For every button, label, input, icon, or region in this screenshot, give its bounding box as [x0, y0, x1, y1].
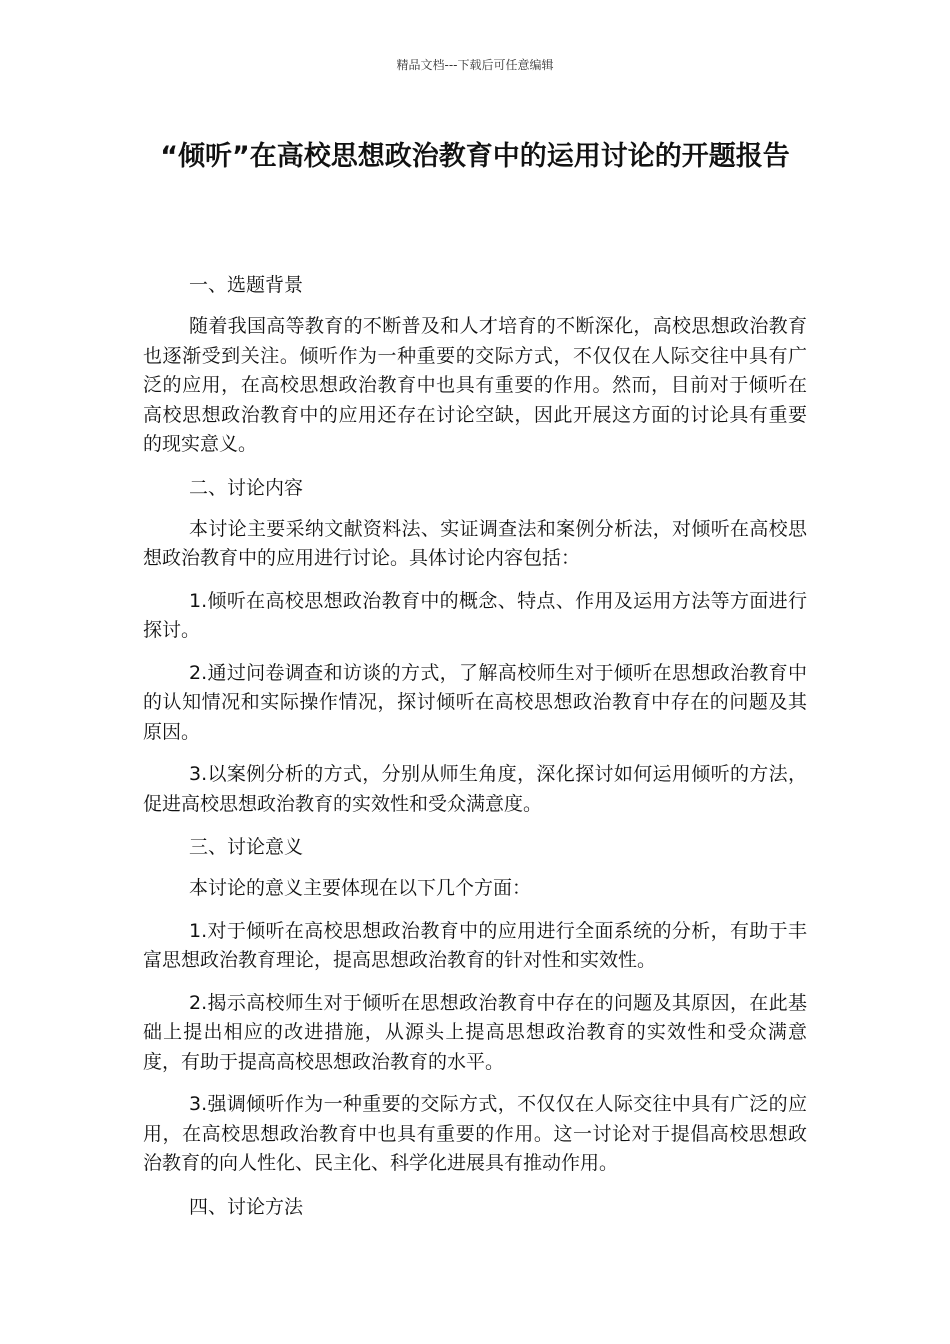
paragraph-content-item-3: 3.以案例分析的方式，分别从师生角度，深化探讨如何运用倾听的方法，促进高校思想政治教育的实效性和受众满意度。 [143, 763, 807, 815]
section-heading-background: 一、选题背景 [189, 274, 304, 296]
paragraph-significance-item-1: 1.对于倾听在高校思想政治教育中的应用进行全面系统的分析，有助于丰富思想政治教育理论，提高思想政治教育的针对性和实效性。 [143, 919, 807, 971]
section-heading-content: 二、讨论内容 [189, 476, 304, 499]
paragraph-content-intro: 本讨论主要采纳文献资料法、实证调查法和案例分析法，对倾听在高校思想政治教育中的应用进行讨论。具体讨论内容包括： [143, 517, 807, 569]
section-heading-significance: 三、讨论意义 [189, 836, 304, 858]
paragraph-content-item-2: 2.通过问卷调查和访谈的方式，了解高校师生对于倾听在思想政治教育中的认知情况和实际操作情况，探讨倾听在高校思想政治教育中存在的问题及其原因。 [143, 661, 807, 743]
paragraph-content-item-1: 1.倾听在高校思想政治教育中的概念、特点、作用及运用方法等方面进行探讨。 [143, 589, 807, 641]
paragraph-significance-item-3: 3.强调倾听作为一种重要的交际方式，不仅仅在人际交往中具有广泛的应用，在高校思想政治教育中也具有重要的作用。这一讨论对于提倡高校思想政治教育的向人性化、民主化、科学化进展具有推动作用。 [143, 1093, 807, 1174]
document-body [143, 270, 807, 1234]
section-heading-methods: 四、讨论方法 [189, 1195, 304, 1218]
paragraph-significance-intro: 本讨论的意义主要体现在以下几个方面： [189, 877, 532, 899]
document-title: “倾听”在高校思想政治教育中的运用讨论的开题报告 [160, 141, 790, 172]
paragraph-significance-item-2: 2.揭示高校师生对于倾听在思想政治教育中存在的问题及其原因，在此基础上提出相应的改进措施，从源头上提高思想政治教育的实效性和受众满意度，有助于提高高校思想政治教育的水平。 [143, 991, 807, 1073]
paragraph-background: 随着我国高等教育的不断普及和人才培育的不断深化，高校思想政治教育也逐渐受到关注。倾听作为一种重要的交际方式，不仅仅在人际交往中具有广泛的应用，在高校思想政治教育中也具有重要的作用。然而，目前对于倾听在高校思想政治教育中的应用还存在讨论空缺，因此开展这方面的讨论具有重要的现实意义。 [143, 315, 807, 455]
running-header: 精品文档---下载后可任意编辑 [396, 58, 554, 72]
